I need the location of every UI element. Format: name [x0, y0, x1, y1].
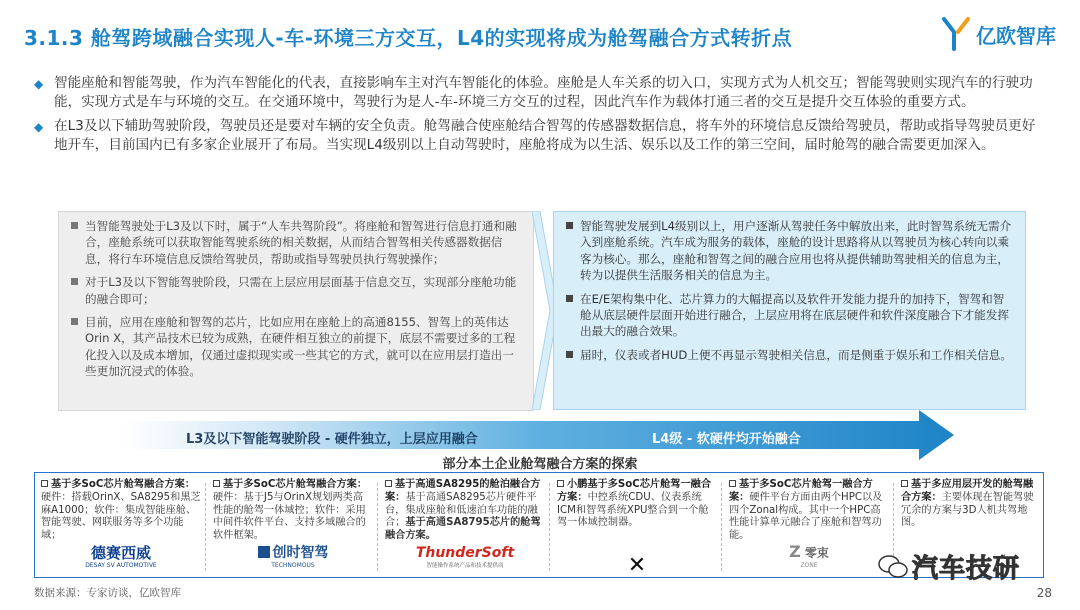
arrow-label-l4: L4级 - 软硬件均开始融合	[652, 432, 801, 447]
case-app-layer: 基于多应用层开发的舱驾融合方案：主要体现在智能驾驶冗余的方案与3D人机共驾地图。	[901, 479, 1034, 529]
divider	[549, 483, 550, 571]
brand-logo-thundersoft: ThunderSoft 智能操作系统产品和技术提供商	[415, 545, 515, 570]
data-source: 数据来源：专家访谈，亿欧智库	[34, 587, 181, 599]
arrow-label-l3: L3及以下智能驾驶阶段 - 硬件独立，上层应用融合	[186, 432, 478, 447]
intro-section	[34, 74, 1046, 160]
square-bullet-icon	[71, 318, 78, 325]
logo	[941, 16, 1056, 52]
cases-title: 部分本土企业舱驾融合方案的探索	[442, 457, 638, 472]
checkbox-icon	[41, 480, 48, 487]
logo-text: 亿欧智库	[976, 23, 1056, 48]
l3-point: 当智能驾驶处于L3及以下时，属于“人车共驾阶段”。将座舱和智驾进行信息打通和融合，座舱系统可以获取智能驾驶系统的相关数据，从而结合智驾相关传感器数据信息，将行车环境信息反馈给驾驶员，帮助或指导驾驶员执行驾驶操作；	[71, 218, 523, 267]
page-title: 3.1.3 舱驾跨域融合实现人-车-环境三方交互，L4的实现将成为舱驾融合方式转折点	[24, 26, 793, 50]
brand-logo-xpeng: ✕	[627, 553, 647, 579]
square-bullet-icon	[71, 278, 78, 285]
wechat-icon	[878, 554, 908, 580]
l3-point: 对于L3及以下智能驾驶阶段，只需在上层应用层面基于信息交互，实现部分座舱功能的融合即可；	[71, 274, 523, 307]
divider	[377, 483, 378, 571]
technomous-mark-icon	[258, 546, 270, 558]
intro-text: 在L3及以下辅助驾驶阶段，驾驶员还是要对车辆的安全负责。舱驾融合使座舱结合智驾的传感器数据信息，将车外的环境信息反馈给驾驶员，帮助或指导驾驶员更好地开车，目前国内已有多家企业展开了布局。当实现L4级别以上自动驾驶时，座舱将成为以生活、娱乐以及工作的第三空间，届时舱驾的融合需要更加深入。	[54, 118, 1036, 153]
l4-point: 在E/E架构集中化、芯片算力的大幅提高以及软件开发能力提升的加持下，智驾和智舱从底层硬件层面开始进行融合，上层应用将在底层硬件和软件深度融合下才能发挥出最大的融合效果。	[566, 291, 1015, 340]
divider	[205, 483, 206, 571]
intro-paragraph	[34, 74, 1046, 111]
case-technomous: 基于多SoC芯片舱驾融合方案：硬件：基于J5与OrinX规划两类高性能的舱驾一体域控；软件：采用中间件软件平台、支持多域融合的软件框架。 创时智驾 TECHNOMOUS	[213, 479, 373, 575]
checkbox-icon	[385, 480, 392, 487]
l4-point: 届时，仪表或者HUD上便不再显示驾驶相关信息，而是侧重于娱乐和工作相关信息。	[566, 347, 1015, 363]
checkbox-icon	[213, 480, 220, 487]
watermark: 汽车技研	[878, 548, 1020, 585]
l4-point: 智能驾驶发展到L4级别以上，用户逐渐从驾驶任务中解放出来，此时智驾系统无需介入到座舱系统。汽车成为服务的载体，座舱的设计思路将从以驾驶员为核心转向以乘客为核心。那么，座舱和智驾之间的融合应用也将从提供辅助驾驶相关的信息为主，转为以提供生活服务相关的信息为主。	[566, 218, 1015, 284]
checkbox-icon	[729, 480, 736, 487]
intro-text: 智能座舱和智能驾驶，作为汽车智能化的代表，直接影响车主对汽车智能化的体验。座舱是人车关系的切入口，实现方式为人机交互；智能驾驶则实现汽车的行驶功能，实现方式是车与环境的交互。在交通环境中，驾驶行为是人-车-环境三方交互的过程，因此汽车作为载体打通三者的交互是提升交互体验的重要方式。	[54, 75, 1033, 110]
case-thundersoft: 基于高通SA8295的舱泊融合方案：基于高通SA8295芯片硬件平台，集成座舱和低速泊车功能的融合；基于高通SA8795芯片的舱驾融合方案。 ThunderSoft 智能操作系统产品和技术提供商	[385, 479, 545, 575]
page-number: 28	[1036, 586, 1052, 600]
diamond-bullet-icon: ◆	[34, 120, 44, 135]
diamond-bullet-icon: ◆	[34, 77, 44, 91]
case-desay: 基于多SoC芯片舱驾融合方案：硬件：搭载OrinX、SA8295和黑芝麻A1000；软件：集成智能座舱、智能驾驶、网联服务等多个功能域； 德赛西威 DESAY SV AUTOMOTIVE	[41, 479, 201, 575]
brand-logo-desay: 德赛西威 DESAY SV AUTOMOTIVE	[85, 544, 157, 570]
square-bullet-icon	[566, 222, 573, 229]
case-zone: 基于多SoC芯片舱驾一融合方案：硬件平台方面由两个HPC以及四个Zonal构成。其中一个HPC高性能计算单元融合了座舱和智驾功能。 Z 零束 ZONE	[729, 479, 889, 575]
zone-mark-icon: Z	[789, 542, 801, 562]
case-xpeng: 小鹏基于多SoC芯片舱驾一融合方案：中控系统CDU、仪表系统ICM和智驾系统XPU整合到一个舱驾一体域控制器。 ✕	[557, 479, 717, 575]
logo-icon	[941, 16, 971, 52]
brand-logo-zone: Z 零束 ZONE	[789, 542, 829, 570]
divider	[721, 483, 722, 571]
l4-description-box	[553, 211, 1026, 410]
checkbox-icon	[557, 480, 564, 487]
intro-paragraph	[34, 117, 1046, 154]
l3-description-box	[58, 211, 534, 411]
square-bullet-icon	[566, 351, 573, 358]
brand-logo-technomous: 创时智驾 TECHNOMOUS	[213, 546, 373, 573]
square-bullet-icon	[566, 295, 573, 302]
l3-point: 目前，应用在座舱和智驾的芯片，比如应用在座舱上的高通8155、智驾上的英伟达Orin X，其产品技术已较为成熟，在硬件相互独立的前提下，底层不需要过多的工程化投入以及成本增加，仅通过虚拟现实或一些其它的方式，就可以在应用层打造出一些更加沉浸式的体验。	[71, 314, 523, 380]
checkbox-icon	[901, 480, 908, 487]
square-bullet-icon	[71, 222, 78, 229]
